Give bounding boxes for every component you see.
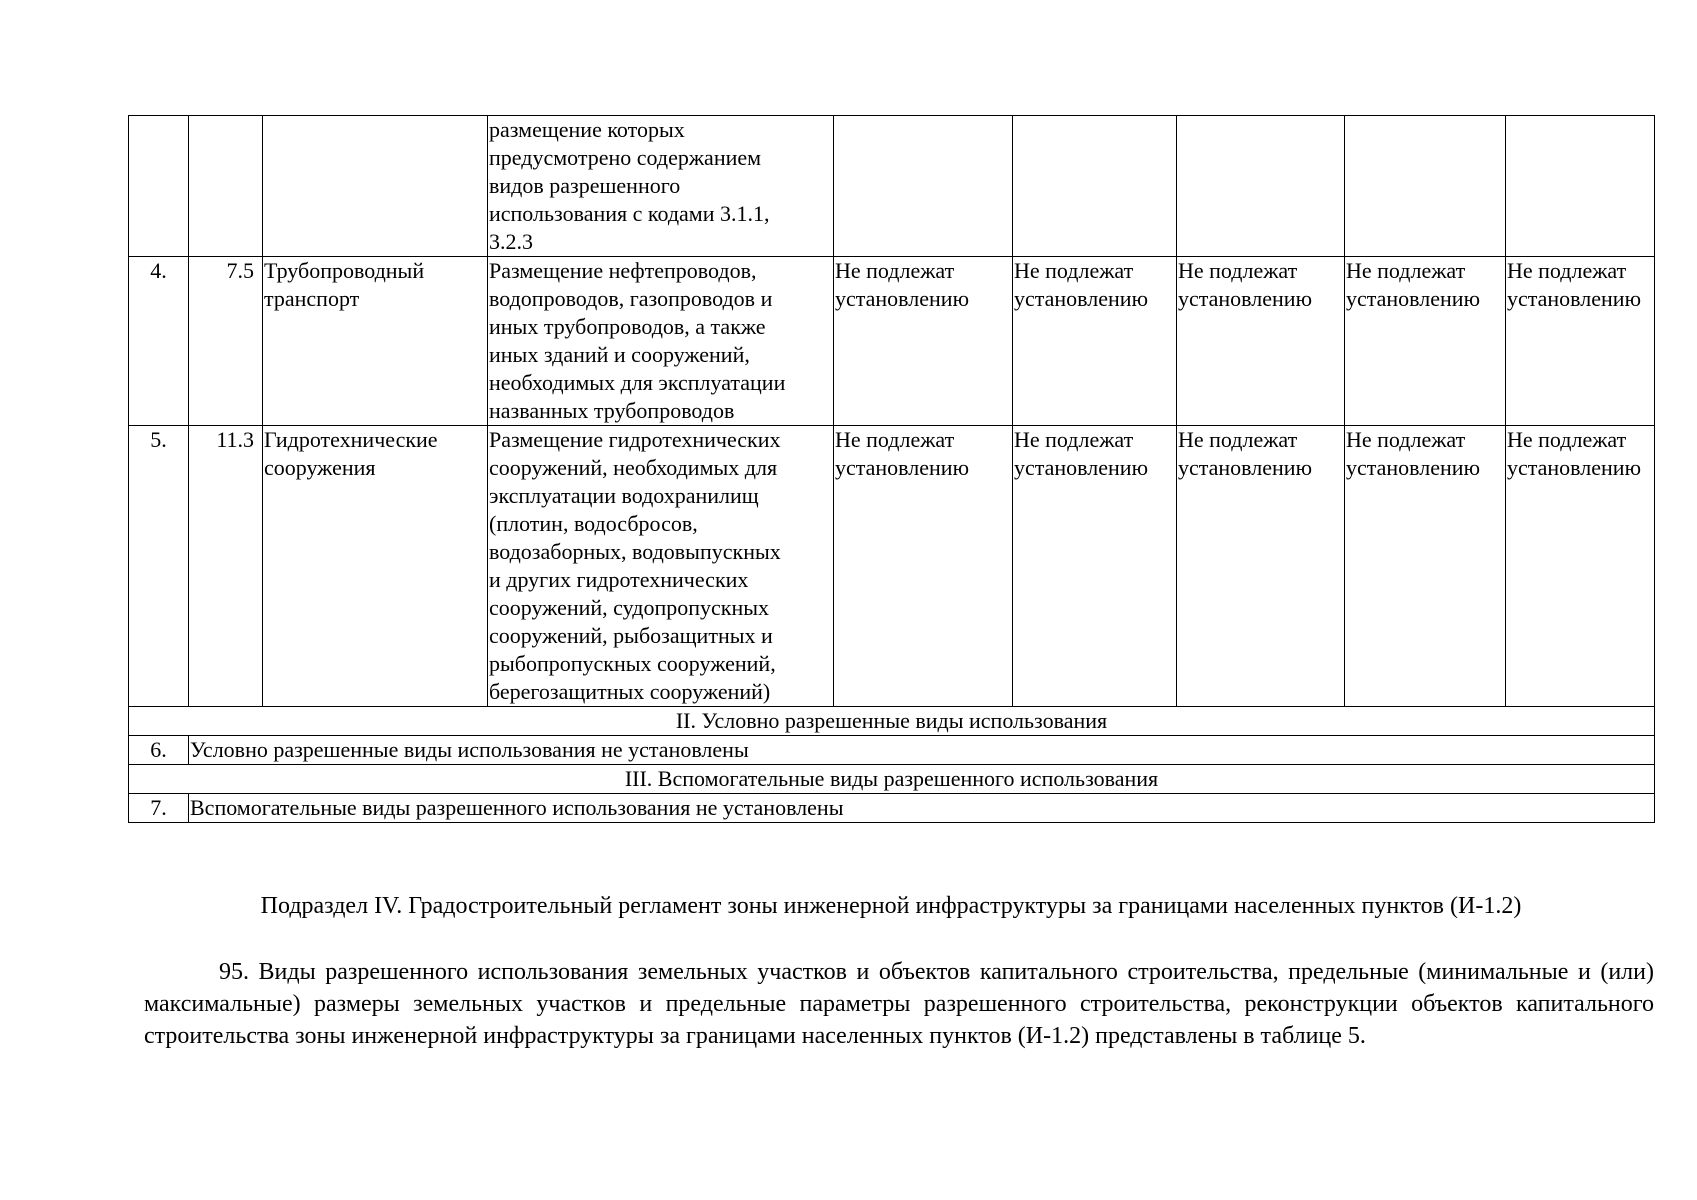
cell-param-3: Не подлежат установлению bbox=[1177, 257, 1345, 426]
table-row bbox=[129, 257, 1655, 426]
table-row-continued bbox=[129, 116, 1655, 257]
cell-code bbox=[189, 116, 263, 257]
cell-param-2: Не подлежат установлению bbox=[1013, 257, 1177, 426]
cell-num: 4. bbox=[129, 257, 189, 426]
cell-param-2 bbox=[1013, 116, 1177, 257]
cell-description: Размещение гидротехнических сооружений, необходимых для эксплуатации водохранилищ (плотин, водосбросов, водозаборных, водовыпускных и других гидротехнических сооружений, судопропускных сооружений, рыбозащитных и рыбопропускных сооружений, берегозащитных сооружений) bbox=[488, 426, 834, 707]
cell-param-5 bbox=[1506, 116, 1655, 257]
cell-code: 7.5 bbox=[189, 257, 263, 426]
cell-param-4 bbox=[1345, 116, 1506, 257]
section-header-row bbox=[129, 707, 1655, 736]
cell-description: размещение которых предусмотрено содержанием видов разрешенного использования с кодами 3.1.1, 3.2.3 bbox=[488, 116, 834, 257]
cell-param-3: Не подлежат установлению bbox=[1177, 426, 1345, 707]
table-row bbox=[129, 736, 1655, 765]
section-header-conditional: II. Условно разрешенные виды использования bbox=[129, 707, 1655, 736]
cell-param-1: Не подлежат установлению bbox=[834, 257, 1013, 426]
cell-note: Вспомогательные виды разрешенного использования не установлены bbox=[189, 794, 1655, 823]
table-row bbox=[129, 794, 1655, 823]
land-use-table bbox=[128, 115, 1655, 823]
cell-param-5: Не подлежат установлению bbox=[1506, 257, 1655, 426]
cell-param-3 bbox=[1177, 116, 1345, 257]
cell-num: 7. bbox=[129, 794, 189, 823]
cell-num: 6. bbox=[129, 736, 189, 765]
cell-code: 11.3 bbox=[189, 426, 263, 707]
section-header-auxiliary: III. Вспомогательные виды разрешенного использования bbox=[129, 765, 1655, 794]
section-header-row bbox=[129, 765, 1655, 794]
cell-param-5: Не подлежат установлению bbox=[1506, 426, 1655, 707]
cell-num bbox=[129, 116, 189, 257]
cell-param-2: Не подлежат установлению bbox=[1013, 426, 1177, 707]
cell-note: Условно разрешенные виды использования не установлены bbox=[189, 736, 1655, 765]
body-paragraph: 95. Виды разрешенного использования земельных участков и объектов капитального строительства, предельные (минимальные и (или) максимальные) размеры земельных участков и предельные параметры разрешенного строительства, реконструкции объектов капитального строительства зоны инженерной инфраструктуры за границами населенных пунктов (И-1.2) представлены в таблице 5. bbox=[144, 959, 1654, 1049]
cell-param-4: Не подлежат установлению bbox=[1345, 426, 1506, 707]
cell-param-1 bbox=[834, 116, 1013, 257]
cell-name bbox=[263, 116, 488, 257]
cell-name: Гидротехнические сооружения bbox=[263, 426, 488, 707]
cell-param-1: Не подлежат установлению bbox=[834, 426, 1013, 707]
table-row bbox=[129, 426, 1655, 707]
subsection-title: Подраздел IV. Градостроительный регламент зоны инженерной инфраструктуры за границами населенных пунктов (И-1.2) bbox=[260, 893, 1522, 919]
cell-num: 5. bbox=[129, 426, 189, 707]
cell-param-4: Не подлежат установлению bbox=[1345, 257, 1506, 426]
cell-description: Размещение нефтепроводов, водопроводов, газопроводов и иных трубопроводов, а также иных зданий и сооружений, необходимых для эксплуатации названных трубопроводов bbox=[488, 257, 834, 426]
cell-name: Трубопроводный транспорт bbox=[263, 257, 488, 426]
